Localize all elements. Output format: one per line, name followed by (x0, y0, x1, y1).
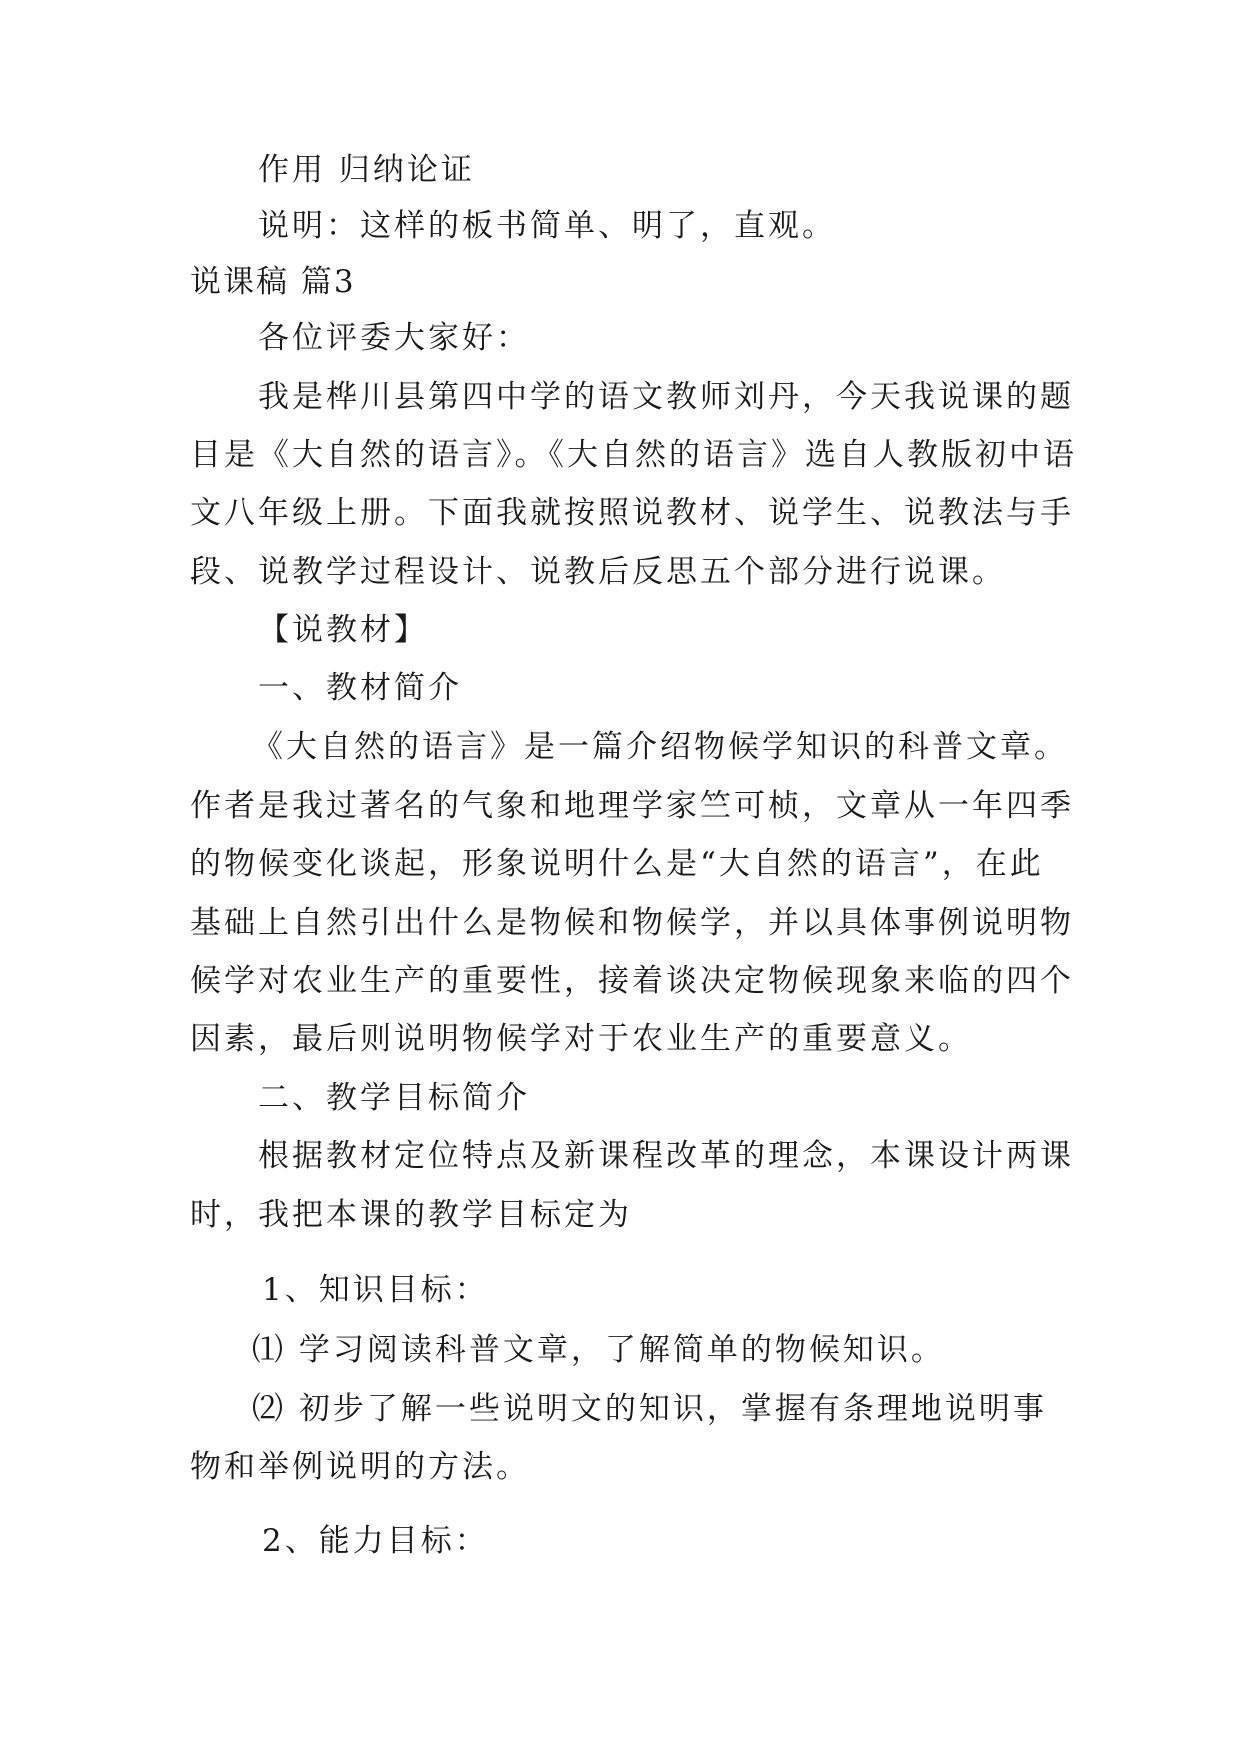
text-line: 说明：这样的板书简单、明了，直观。 (258, 208, 836, 244)
text-line: 一、教材简介 (258, 670, 462, 706)
text-line: 二、教学目标简介 (258, 1080, 530, 1116)
text-line: 2、能力目标： (262, 1523, 489, 1559)
text-line: 《大自然的语言》是一篇介绍物候学知识的科普文章。 (252, 729, 1068, 765)
text-line: 因素，最后则说明物候学对于农业生产的重要意义。 (190, 1021, 972, 1057)
text-line: 基础上自然引出什么是物候和物候学，并以具体事例说明物 (190, 905, 1074, 941)
text-line: ⑴ 学习阅读科普文章，了解简单的物候知识。 (252, 1332, 945, 1368)
text-line: 目是《大自然的语言》。《大自然的语言》选自人教版初中语 (190, 437, 1077, 473)
text-line: 各位评委大家好： (258, 320, 530, 356)
text-line: 的物候变化谈起，形象说明什么是“大自然的语言”，在此 (190, 846, 1044, 882)
text-line: ⑵ 初步了解一些说明文的知识，掌握有条理地说明事 (252, 1391, 1047, 1427)
text-line: 我是桦川县第四中学的语文教师刘丹，今天我说课的题 (258, 379, 1074, 415)
text-line: 物和举例说明的方法。 (190, 1449, 530, 1485)
text-line: 候学对农业生产的重要性，接着谈决定物候现象来临的四个 (190, 963, 1074, 999)
text-line: 1、知识目标： (262, 1272, 489, 1308)
text-line: 时，我把本课的教学目标定为 (190, 1197, 632, 1233)
text-line: 根据教材定位特点及新课程改革的理念，本课设计两课 (258, 1138, 1074, 1174)
text-line: 作者是我过著名的气象和地理学家竺可桢，文章从一年四季 (190, 788, 1074, 824)
text-line: 【说教材】 (258, 612, 428, 648)
text-line: 作用 归纳论证 (258, 152, 475, 188)
section-heading: 说课稿 篇3 (190, 264, 356, 300)
text-line: 文八年级上册。下面我就按照说教材、说学生、说教法与手 (190, 495, 1074, 531)
text-line: 段、说教学过程设计、说教后反思五个部分进行说课。 (190, 554, 1006, 590)
